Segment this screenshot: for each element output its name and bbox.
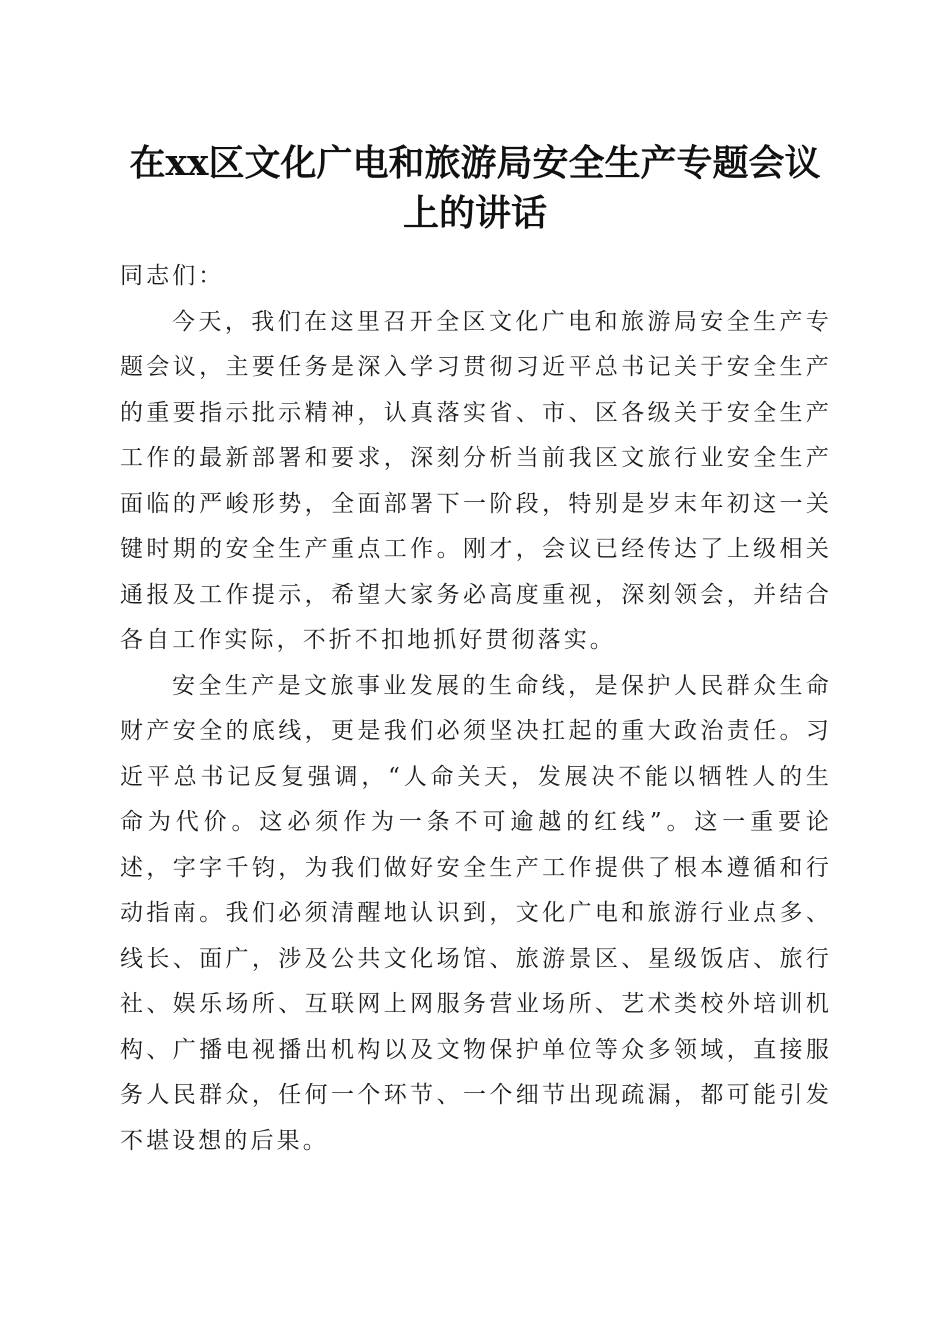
title-line-2: 上的讲话	[402, 192, 547, 234]
document-title	[110, 138, 840, 238]
paragraph-2: 安全生产是文旅事业发展的生命线，是保护人民群众生命财产安全的底线，更是我们必须坚决扛起的重大政治责任。习近平总书记反复强调，“人命关天，发展决不能以牺牲人的生命为代价。这必须作为一条不可逾越的红线”。这一重要论述，字字千钧，为我们做好安全生产工作提供了根本遵循和行动指南。我们必须清醒地认识到，文化广电和旅游行业点多、线长、面广，涉及公共文化场馆、旅游景区、星级饭店、旅行社、娱乐场所、互联网上网服务营业场所、艺术类校外培训机构、广播电视播出机构以及文物保护单位等众多领域，直接服务人民群众，任何一个环节、一个细节出现疏漏，都可能引发不堪设想的后果。	[120, 672, 832, 1154]
title-line-1: 在xx区文化广电和旅游局安全生产专题会议	[129, 142, 821, 184]
salutation: 同志们：	[120, 263, 225, 289]
document-body	[120, 254, 832, 1164]
paragraph-1: 今天，我们在这里召开全区文化广电和旅游局安全生产专题会议，主要任务是深入学习贯彻习近平总书记关于安全生产的重要指示批示精神，认真落实省、市、区各级关于安全生产工作的最新部署和要求，深刻分析当前我区文旅行业安全生产面临的严峻形势，全面部署下一阶段，特别是岁末年初这一关键时期的安全生产重点工作。刚才，会议已经传达了上级相关通报及工作提示，希望大家务必高度重视，深刻领会，并结合各自工作实际，不折不扣地抓好贯彻落实。	[120, 308, 832, 653]
